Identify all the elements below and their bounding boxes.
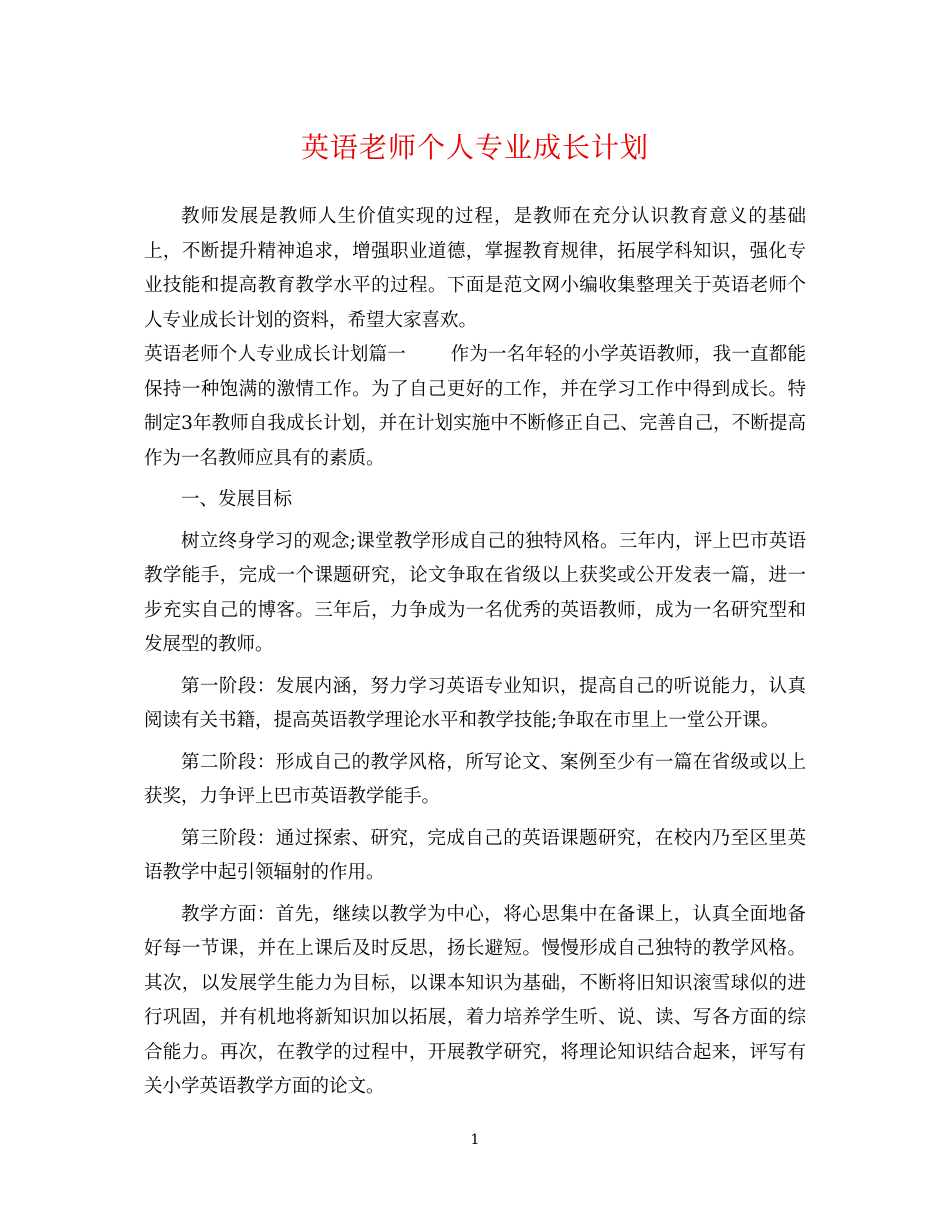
- stage-one-paragraph: 第一阶段：发展内涵，努力学习英语专业知识，提高自己的听说能力，认真阅读有关书籍，提高英语教学理论水平和教学技能;争取在市里上一堂公开课。: [144, 675, 806, 731]
- goals-paragraph: 树立终身学习的观念;课堂教学形成自己的独特风格。三年内，评上巴市英语教学能手，完成一个课题研究，论文争取在省级以上获奖或公开发表一篇，进一步充实自己的博客。三年后，力争成为一名优秀的英语教师，成为一名研究型和发展型的教师。: [144, 530, 806, 655]
- section-heading: 英语老师个人专业成长计划篇一: [144, 344, 407, 365]
- intro-paragraph: 教师发展是教师人生价值实现的过程，是教师在充分认识教育意义的基础上，不断提升精神追求，增强职业道德，掌握教育规律，拓展学科知识，强化专业技能和提高教育教学水平的过程。下面是范文网小编收集整理关于英语老师个人专业成长计划的资料，希望大家喜欢。: [144, 206, 806, 331]
- goals-heading: 一、发展目标: [181, 489, 293, 510]
- section-paragraph: [144, 338, 806, 476]
- page-number: 1: [470, 1132, 480, 1148]
- section-text: 作为一名年轻的小学英语教师，我一直都能保持一种饱满的激情工作。为了自己更好的工作，并在学习工作中得到成长。特制定3年教师自我成长计划，并在计划实施中不断修正自己、完善自己，不断提高作为一名教师应具有的素质。: [144, 344, 806, 469]
- document-body: [144, 200, 806, 1112]
- teaching-paragraph: 教学方面：首先，继续以教学为中心，将心思集中在备课上，认真全面地备好每一节课，并在上课后及时反思，扬长避短。慢慢形成自己独特的教学风格。其次，以发展学生能力为目标，以课本知识为基础，不断将旧知识滚雪球似的进行巩固，并有机地将新知识加以拓展，着力培养学生听、说、读、写各方面的综合能力。再次，在教学的过程中，开展教学研究，将理论知识结合起来，评写有关小学英语教学方面的论文。: [144, 903, 806, 1097]
- stage-two-paragraph: 第二阶段：形成自己的教学风格，所写论文、案例至少有一篇在省级或以上获奖，力争评上巴市英语教学能手。: [144, 751, 806, 807]
- document-title: 英语老师个人专业成长计划: [300, 131, 649, 164]
- stage-three-paragraph: 第三阶段：通过探索、研究，完成自己的英语课题研究，在校内乃至区里英语教学中起引领辐射的作用。: [144, 827, 806, 883]
